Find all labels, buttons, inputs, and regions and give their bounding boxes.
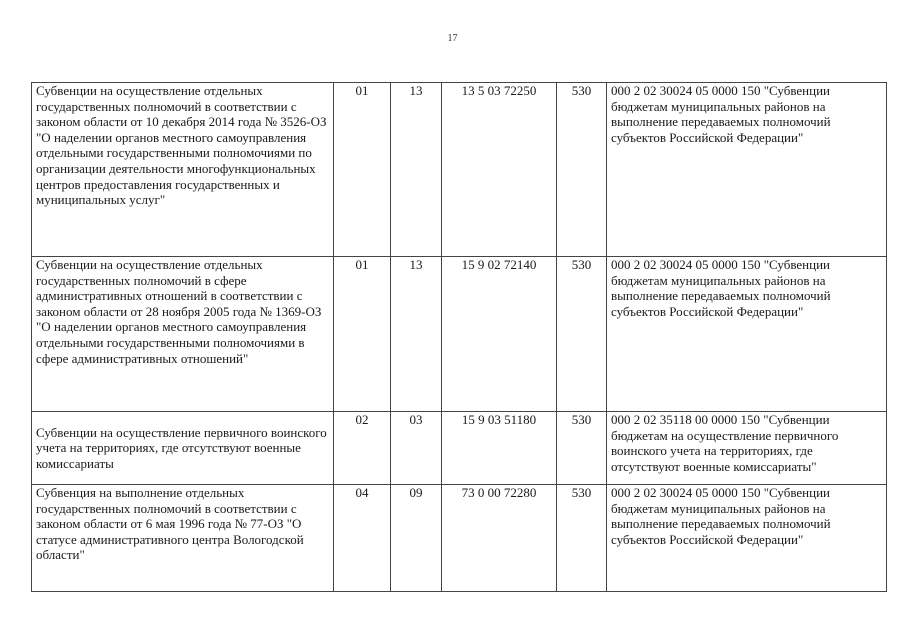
row-target-article: 15 9 02 72140 <box>442 257 557 412</box>
row-revenue-code: 000 2 02 30024 05 0000 150 "Субвенции бюджетам муниципальных районов на выполнение передаваемых полномочий субъектов Российской Федерации" <box>607 485 887 592</box>
row-subsection: 03 <box>391 412 442 485</box>
row-revenue-code: 000 2 02 35118 00 0000 150 "Субвенции бюджетам на осуществление первичного воинского учета на территориях, где отсутствуют военные комиссариаты" <box>607 412 887 485</box>
page-number: 17 <box>447 33 458 44</box>
row-expense-type: 530 <box>557 412 607 485</box>
table-row <box>32 83 887 257</box>
row-revenue-code: 000 2 02 30024 05 0000 150 "Субвенции бюджетам муниципальных районов на выполнение передаваемых полномочий субъектов Российской Федерации" <box>607 83 887 257</box>
row-section: 02 <box>334 412 391 485</box>
row-section: 01 <box>334 83 391 257</box>
table-row <box>32 412 887 485</box>
row-expense-type: 530 <box>557 83 607 257</box>
row-target-article: 73 0 00 72280 <box>442 485 557 592</box>
row-target-article: 15 9 03 51180 <box>442 412 557 485</box>
row-description: Субвенции на осуществление отдельных государственных полномочий в соответствии с законом области от 10 декабря 2014 года № 3526-ОЗ "О наделении органов местного самоуправления отдельными государственными полномочиями по организации деятельности многофункциональных центров предоставления государственных и муниципальных услуг" <box>32 83 334 257</box>
budget-table <box>31 82 887 592</box>
row-subsection: 09 <box>391 485 442 592</box>
row-section: 01 <box>334 257 391 412</box>
row-section: 04 <box>334 485 391 592</box>
row-description: Субвенции на осуществление отдельных государственных полномочий в сфере административных отношений в соответствии с законом области от 28 ноября 2005 года № 1369-ОЗ "О наделении органов местного самоуправления отдельными государственными полномочиями в сфере административных отношений" <box>32 257 334 412</box>
table-row <box>32 257 887 412</box>
table-row <box>32 485 887 592</box>
row-expense-type: 530 <box>557 257 607 412</box>
row-subsection: 13 <box>391 257 442 412</box>
row-description: Субвенция на выполнение отдельных государственных полномочий в соответствии с законом области от 6 мая 1996 года № 77-ОЗ "О статусе административного центра Вологодской области" <box>32 485 334 592</box>
row-target-article: 13 5 03 72250 <box>442 83 557 257</box>
row-description: Субвенции на осуществление первичного воинского учета на территориях, где отсутствуют военные комиссариаты <box>32 412 334 485</box>
row-subsection: 13 <box>391 83 442 257</box>
row-expense-type: 530 <box>557 485 607 592</box>
row-revenue-code: 000 2 02 30024 05 0000 150 "Субвенции бюджетам муниципальных районов на выполнение передаваемых полномочий субъектов Российской Федерации" <box>607 257 887 412</box>
